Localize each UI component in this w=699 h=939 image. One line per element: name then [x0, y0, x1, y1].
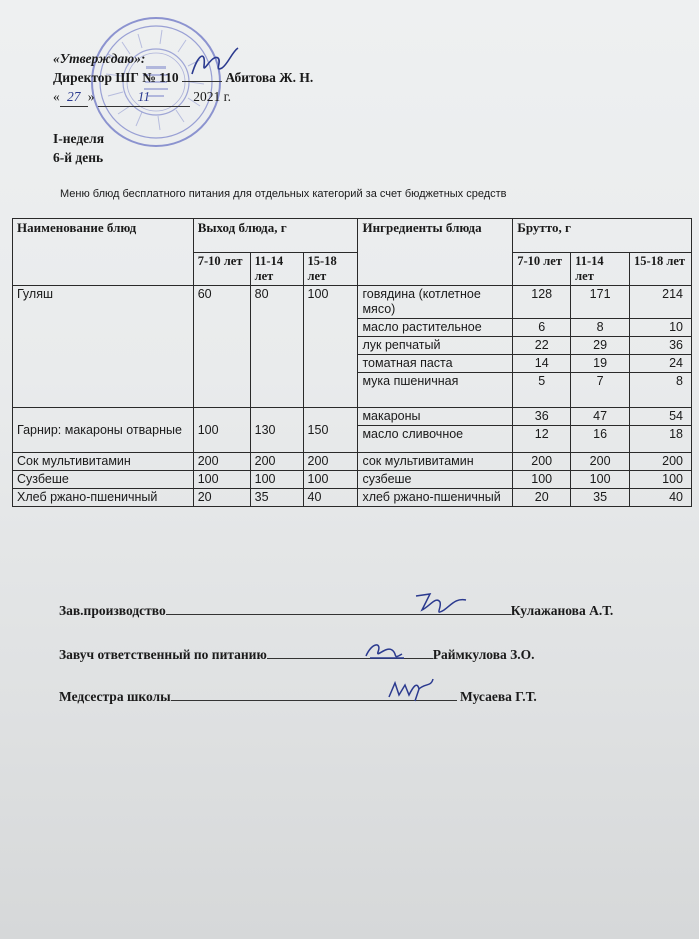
director-signature	[188, 44, 246, 84]
signature-nurse	[59, 688, 537, 705]
date-open-quote: «	[53, 89, 60, 104]
brutto-cell: 40	[630, 489, 692, 507]
brutto-cell: 12	[513, 426, 571, 453]
output-cell: 100	[193, 408, 250, 453]
brutto-cell: 200	[513, 453, 571, 471]
header-dish: Наименование блюд	[13, 219, 194, 286]
header-age: 15-18 лет	[303, 253, 358, 286]
director-line	[53, 68, 313, 87]
brutto-cell: 6	[513, 319, 571, 337]
output-cell: 200	[193, 453, 250, 471]
brutto-cell: 24	[630, 355, 692, 373]
output-cell: 60	[193, 286, 250, 408]
director-name: Абитова Ж. Н.	[225, 70, 314, 85]
ingredient-cell: томатная паста	[358, 355, 513, 373]
signature-production	[59, 602, 613, 619]
brutto-cell: 100	[571, 471, 630, 489]
table-header-row	[13, 219, 692, 253]
output-cell: 80	[250, 286, 303, 408]
header-age: 11-14 лет	[250, 253, 303, 286]
production-signature	[410, 588, 470, 622]
brutto-cell: 200	[630, 453, 692, 471]
ingredient-cell: сузбеше	[358, 471, 513, 489]
brutto-cell: 35	[571, 489, 630, 507]
ingredient-cell: лук репчатый	[358, 337, 513, 355]
approval-block	[53, 49, 313, 107]
dish-cell: Гуляш	[13, 286, 194, 408]
brutto-cell: 200	[571, 453, 630, 471]
output-cell: 20	[193, 489, 250, 507]
brutto-cell: 171	[571, 286, 630, 319]
ingredient-cell: масло растительное	[358, 319, 513, 337]
brutto-cell: 214	[630, 286, 692, 319]
signature-role: Завуч ответственный по питанию	[59, 647, 267, 662]
brutto-cell: 54	[630, 408, 692, 426]
signature-name: Мусаева Г.Т.	[460, 689, 537, 704]
ingredient-cell: сок мультивитамин	[358, 453, 513, 471]
dish-cell: Сузбеше	[13, 471, 194, 489]
brutto-cell: 47	[571, 408, 630, 426]
header-ingredients: Ингредиенты блюда	[358, 219, 513, 286]
signature-role: Зав.производство	[59, 603, 166, 618]
brutto-cell: 16	[571, 426, 630, 453]
output-cell: 130	[250, 408, 303, 453]
nurse-signature	[385, 675, 437, 705]
week-block	[53, 129, 104, 167]
signature-name: Кулажанова А.Т.	[510, 603, 614, 618]
brutto-cell: 100	[513, 471, 571, 489]
output-cell: 35	[250, 489, 303, 507]
output-cell: 100	[193, 471, 250, 489]
day-label: 6-й день	[53, 150, 104, 165]
nutrition-signature	[362, 638, 408, 664]
ingredient-cell: масло сливочное	[358, 426, 513, 453]
brutto-cell: 5	[513, 373, 571, 408]
menu-table	[12, 218, 692, 507]
signature-nutrition	[59, 646, 535, 663]
dish-cell: Хлеб ржано-пшеничный	[13, 489, 194, 507]
dish-cell: Сок мультивитамин	[13, 453, 194, 471]
header-output: Выход блюда, г	[193, 219, 358, 253]
brutto-cell: 10	[630, 319, 692, 337]
week-label: I-неделя	[53, 131, 105, 146]
approval-heading: «Утверждаю»:	[53, 51, 146, 66]
date-month: 11	[98, 87, 190, 107]
table-row	[13, 408, 692, 426]
header-age: 7-10 лет	[193, 253, 250, 286]
date-year: 2021 г.	[193, 89, 232, 104]
output-cell: 100	[250, 471, 303, 489]
ingredient-cell: макароны	[358, 408, 513, 426]
brutto-cell: 100	[630, 471, 692, 489]
brutto-cell: 36	[630, 337, 692, 355]
approval-date	[53, 87, 313, 107]
brutto-cell: 22	[513, 337, 571, 355]
output-cell: 200	[250, 453, 303, 471]
brutto-cell: 128	[513, 286, 571, 319]
brutto-cell: 29	[571, 337, 630, 355]
brutto-cell: 14	[513, 355, 571, 373]
director-label: Директор ШГ № 110	[53, 70, 179, 85]
date-day: 27	[60, 87, 88, 107]
signature-name: Раймкулова З.О.	[432, 647, 535, 662]
table-row	[13, 453, 692, 471]
ingredient-cell: мука пшеничная	[358, 373, 513, 408]
output-cell: 150	[303, 408, 358, 453]
table-row	[13, 471, 692, 489]
output-cell: 100	[303, 471, 358, 489]
brutto-cell: 8	[571, 319, 630, 337]
brutto-cell: 19	[571, 355, 630, 373]
brutto-cell: 18	[630, 426, 692, 453]
table-row	[13, 489, 692, 507]
header-age: 7-10 лет	[513, 253, 571, 286]
header-age: 15-18 лет	[630, 253, 692, 286]
ingredient-cell: говядина (котлетное мясо)	[358, 286, 513, 319]
dish-cell: Гарнир: макароны отварные	[13, 408, 194, 453]
output-cell: 40	[303, 489, 358, 507]
output-cell: 100	[303, 286, 358, 408]
brutto-cell: 20	[513, 489, 571, 507]
header-brutto: Брутто, г	[513, 219, 692, 253]
menu-title: Меню блюд бесплатного питания для отдельных категорий за счет бюджетных средств	[60, 188, 507, 200]
header-age: 11-14 лет	[571, 253, 630, 286]
brutto-cell: 7	[571, 373, 630, 408]
signature-role: Медсестра школы	[59, 689, 171, 704]
brutto-cell: 36	[513, 408, 571, 426]
brutto-cell: 8	[630, 373, 692, 408]
table-row	[13, 286, 692, 319]
date-close-quote: »	[87, 89, 95, 104]
ingredient-cell: хлеб ржано-пшеничный	[358, 489, 513, 507]
output-cell: 200	[303, 453, 358, 471]
